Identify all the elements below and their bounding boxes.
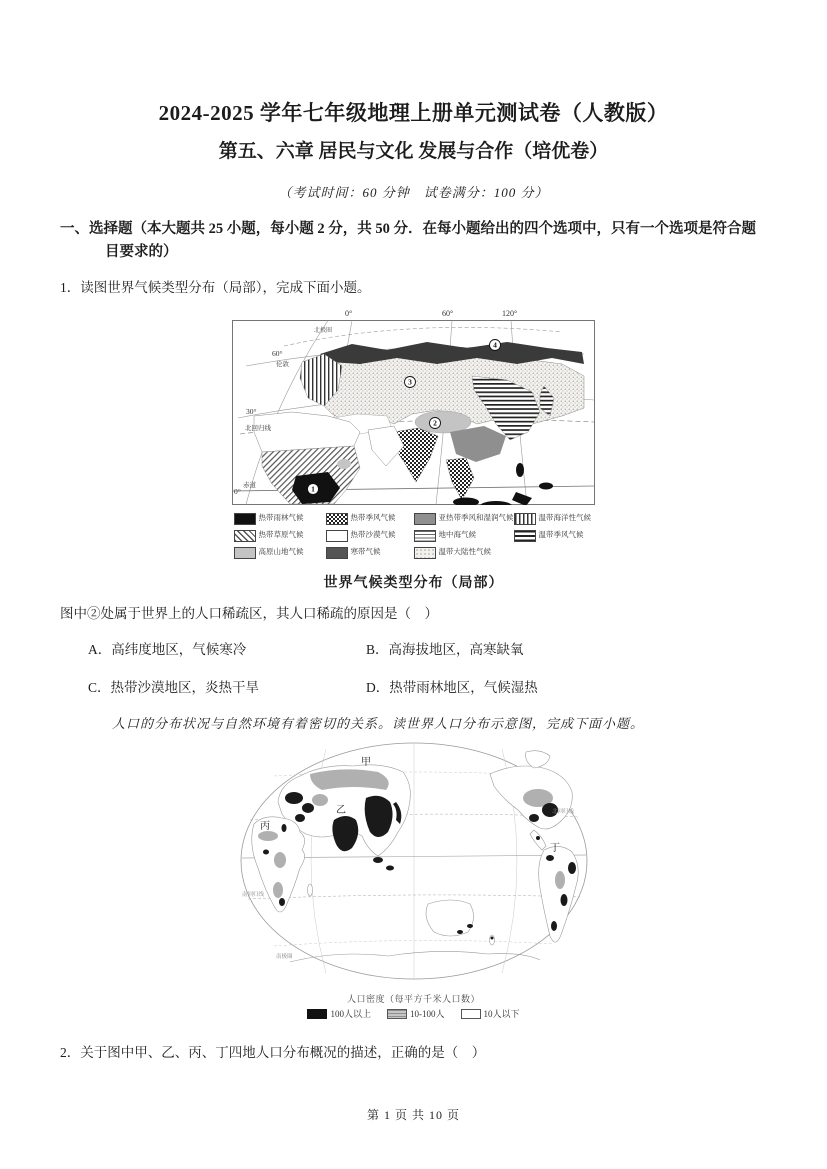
lon-label-120: 120° [502, 309, 518, 319]
option-c [88, 676, 366, 696]
option-a-text: 高纬度地区，气候寒冷 [111, 642, 247, 658]
exam-info: （考试时间：60 分钟 试卷满分：100 分） [278, 184, 549, 200]
region-label-bing: 丙 [259, 821, 270, 833]
legend-label: 温带海洋性气候 [538, 513, 591, 523]
london-label: 伦敦 [276, 361, 289, 369]
legend-item [514, 530, 594, 542]
arctic-circle-label: 北极圈 [314, 328, 333, 335]
legend-item [326, 513, 414, 525]
legend-label: 10人以下 [483, 1009, 520, 1020]
legend-label: 温带大陆性气候 [438, 547, 491, 557]
option-d-text: 热带雨林地区，气候湿热 [389, 680, 538, 696]
tropic-capricorn-label: 南回归线 [241, 892, 264, 899]
legend-item [307, 1007, 371, 1020]
legend-swatch-white [326, 530, 348, 542]
question-1-intro: 1．读图世界气候类型分布（局部），完成下面小题。 [60, 280, 371, 296]
marker-2: 2 [433, 418, 437, 428]
option-b-text: 高海拔地区，高寒缺氧 [388, 642, 524, 658]
legend-item [414, 530, 514, 542]
option-b [366, 638, 767, 658]
population-legend-title: 人口密度（每平方千米人口数） [346, 994, 480, 1005]
population-passage: 人口的分布状况与自然环境有着密切的关系。读世界人口分布示意图，完成下面小题。 [112, 716, 645, 732]
question-2-stem: 2．关于图中甲、乙、丙、丁四地人口分布概况的描述，正确的是（ ） [60, 1044, 486, 1060]
option-b-label: B． [366, 642, 389, 658]
climate-map-legend [234, 513, 594, 559]
legend-swatch-checker [326, 513, 348, 525]
page-title: 2024-2025 学年七年级地理上册单元测试卷（人教版） [158, 101, 669, 125]
climate-map-figure [60, 306, 767, 592]
option-d-label: D． [366, 680, 390, 696]
lat-label-60: 60° [272, 349, 283, 359]
legend-swatch-gray [387, 1009, 407, 1019]
region-label-ding: 丁 [549, 843, 560, 855]
antarctic-circle-label: 南极圈 [275, 954, 293, 961]
legend-swatch-lightgray [234, 547, 256, 559]
legend-item [461, 1007, 520, 1020]
legend-label: 地中海气候 [438, 530, 476, 540]
legend-swatch-vbars [514, 513, 536, 525]
legend-label: 温带季风气候 [538, 530, 584, 540]
legend-label: 寒带气候 [350, 547, 381, 557]
lat-label-0: 0° [234, 487, 241, 497]
legend-item [326, 547, 414, 559]
climate-map-caption: 世界气候类型分布（局部） [323, 576, 504, 592]
legend-swatch-darkgray [326, 547, 348, 559]
legend-label: 高原山地气候 [258, 547, 304, 557]
population-legend [238, 1007, 590, 1020]
option-a [88, 638, 366, 658]
marker-4: 4 [493, 340, 497, 350]
marker-1: 1 [311, 484, 315, 494]
legend-item [414, 547, 514, 559]
legend-label: 亚热带季风和湿润气候 [438, 513, 514, 523]
legend-item [514, 513, 594, 525]
legend-swatch-diag [234, 530, 256, 542]
legend-item [234, 530, 326, 542]
legend-label: 100人以上 [330, 1009, 371, 1020]
legend-label: 热带季风气候 [350, 513, 396, 523]
population-map-wrap [238, 740, 590, 1020]
population-map [238, 740, 590, 985]
climate-map [232, 306, 595, 505]
tropic-cancer-label: 北回归线 [551, 809, 574, 816]
legend-swatch-hthin [414, 530, 436, 542]
legend-swatch-hthick [514, 530, 536, 542]
tropic-of-cancer-label: 北回归线 [245, 425, 271, 433]
legend-swatch-white [461, 1009, 481, 1019]
equator-label: 赤道 [243, 482, 256, 490]
page-subtitle: 第五、六章 居民与文化 发展与合作（培优卷） [218, 141, 609, 163]
region-label-jia: 甲 [360, 757, 371, 769]
lon-label-60: 60° [442, 309, 454, 319]
legend-item [234, 513, 326, 525]
legend-item [234, 547, 326, 559]
legend-item [326, 530, 414, 542]
option-a-label: A． [88, 642, 112, 658]
legend-swatch-black [234, 513, 256, 525]
legend-label: 热带雨林气候 [258, 513, 304, 523]
page-content [0, 100, 827, 1063]
lon-label-0: 0° [345, 309, 353, 319]
legend-item [414, 513, 514, 525]
legend-swatch-black [307, 1009, 327, 1019]
legend-item [387, 1007, 445, 1020]
legend-label: 热带沙漠气候 [350, 530, 396, 540]
section-one-heading: 一、选择题（本大题共 25 小题，每小题 2 分，共 50 分．在每小题给出的四个选项中，只有一个选项是符合题目要求的） [60, 220, 756, 261]
legend-swatch-gray [414, 513, 436, 525]
option-d [366, 676, 767, 696]
question-1-options [60, 638, 767, 696]
legend-label: 10-100人 [410, 1009, 445, 1020]
lat-label-30: 30° [246, 407, 257, 417]
legend-swatch-dots [414, 547, 436, 559]
marker-3: 3 [408, 377, 412, 387]
region-label-yi: 乙 [335, 805, 346, 817]
option-c-text: 热带沙漠地区，炎热干旱 [110, 680, 260, 696]
question-1-stem: 图中②处属于世界上的人口稀疏区，其人口稀疏的原因是（ ） [60, 606, 438, 622]
legend-label: 热带草原气候 [258, 530, 304, 540]
option-c-label: C． [88, 680, 111, 696]
climate-map-wrap [232, 306, 595, 592]
population-map-figure [60, 740, 767, 1024]
page-footer: 第 1 页 共 10 页 [366, 1108, 460, 1122]
